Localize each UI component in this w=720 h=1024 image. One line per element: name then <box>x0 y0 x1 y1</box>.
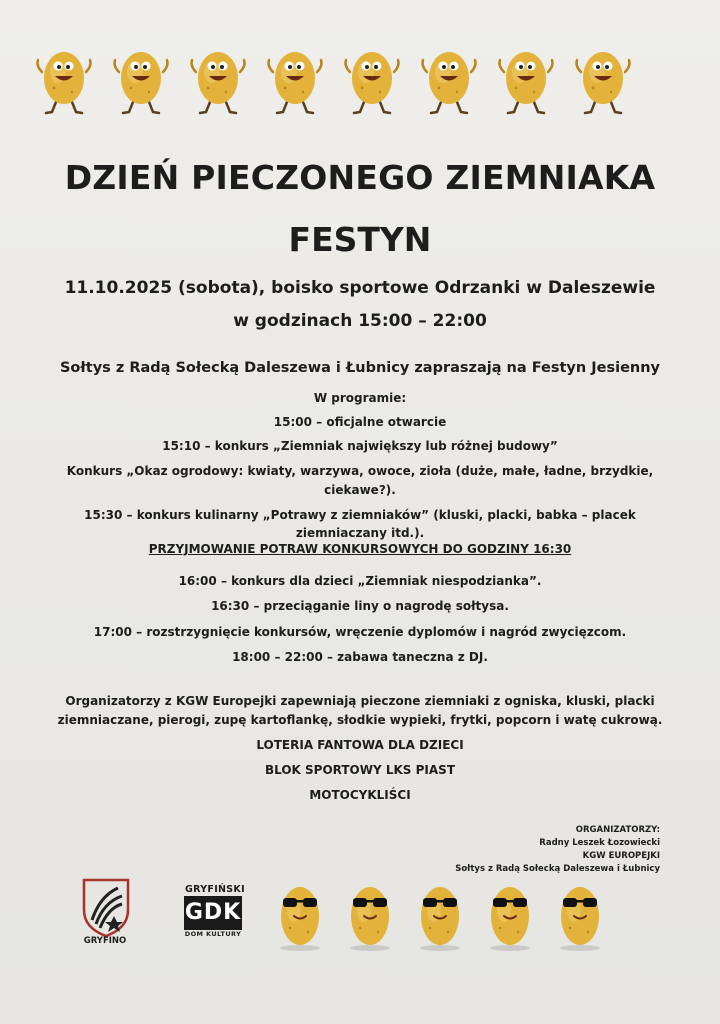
dancing-potato-icon <box>577 52 630 113</box>
title-line-1: DZIEŃ PIECZONEGO ZIEMNIAKA <box>64 158 656 197</box>
invitation: Sołtys z Radą Sołecką Daleszewa i Łubnicy zapraszają na Festyn Jesienny <box>59 360 660 376</box>
program-item: ziemniaczany itd.). <box>295 526 425 540</box>
gdk-logo-sub: DOM KULTURY <box>184 930 242 938</box>
dancing-potatoes-row <box>34 46 634 116</box>
program-heading: W programie: <box>313 391 407 405</box>
gdk-logo: GDK <box>184 896 242 930</box>
sunglasses-potato-icon <box>560 887 600 951</box>
sunglasses-potatoes-row <box>270 880 610 955</box>
dancing-potato-icon <box>423 52 476 113</box>
program-item: 18:00 – 22:00 – zabawa taneczna z DJ. <box>232 650 488 664</box>
program-item: 15:30 – konkurs kulinarny „Potrawy z ziemniaków” (kluski, placki, babka – placek <box>84 508 636 522</box>
program-item-deadline: PRZYJMOWANIE POTRAW KONKURSOWYCH DO GODZINY 16:30 <box>148 542 572 556</box>
program-item: ciekawe?). <box>324 483 396 497</box>
dancing-potatoes <box>34 46 634 116</box>
dancing-potato-icon <box>346 52 399 113</box>
organizer-name: KGW EUROPEJKI <box>582 851 660 861</box>
attraction: BLOK SPORTOWY LKS PIAST <box>264 763 455 777</box>
dancing-potato-icon <box>115 52 168 113</box>
sunglasses-potato-icon <box>280 887 320 951</box>
program-item: Konkurs „Okaz ogrodowy: kwiaty, warzywa, owoce, zioła (duże, małe, ładne, brzydkie, <box>66 464 654 478</box>
sunglasses-potato-icon <box>420 887 460 951</box>
sunglasses-potato-icon <box>490 887 530 951</box>
organizer-name: Radny Leszek Łozowiecki <box>539 838 660 848</box>
gdk-logo-top: GRYFIŃSKI <box>185 884 245 895</box>
attraction: MOTOCYKLIŚCI <box>309 788 411 802</box>
organizers-block <box>400 824 660 876</box>
date-place: 11.10.2025 (sobota), boisko sportowe Odrzanki w Daleszewie <box>64 278 656 298</box>
title-line-2: FESTYN <box>288 220 432 259</box>
event-hours: w godzinach 15:00 – 22:00 <box>233 311 487 331</box>
organizer-name: Sołtys z Radą Sołecką Daleszewa i Łubnicy <box>455 864 660 874</box>
dancing-potato-icon <box>38 52 91 113</box>
catering-line: Organizatorzy z KGW Europejki zapewniają pieczone ziemniaki z ogniska, kluski, placki <box>65 694 655 708</box>
dancing-potato-icon <box>500 52 553 113</box>
program-item: 16:00 – konkurs dla dzieci „Ziemniak niespodzianka”. <box>178 574 542 588</box>
program-item: 15:10 – konkurs „Ziemniak największy lub różnej budowy” <box>162 439 558 453</box>
program-item: 16:30 – przeciąganie liny o nagrodę sołtysa. <box>211 599 509 613</box>
organizers-heading: ORGANIZATORZY: <box>575 825 660 835</box>
dancing-potato-icon <box>192 52 245 113</box>
dancing-potato-icon <box>269 52 322 113</box>
catering-line: ziemniaczane, pierogi, zupę kartoflankę, słodkie wypieki, frytki, popcorn i watę cukrową. <box>57 713 663 727</box>
program-item: 17:00 – rozstrzygnięcie konkursów, wręczenie dyplomów i nagród zwycięzcom. <box>93 625 627 639</box>
sunglasses-potato-icon <box>350 887 390 951</box>
sunglasses-potatoes <box>270 880 610 955</box>
gryfino-logo-label: GRYFINO <box>83 936 127 946</box>
program-item: 15:00 – oficjalne otwarcie <box>273 415 447 429</box>
attraction: LOTERIA FANTOWA DLA DZIECI <box>256 738 464 752</box>
